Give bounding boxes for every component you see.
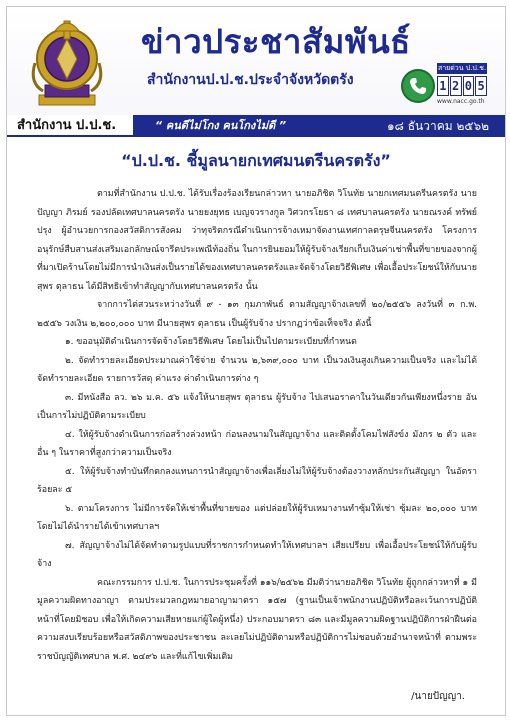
finding-item: ๓. มีหนังสือ ลว. ๒๖ ม.ค. ๕๖ แจ้งให้นายสุพร ตุลาธน ผู้รับจ้าง ไปเสนอราคาในวันเดียวกันเพียงหนึ่งราย อันเป็นการไม่ปฏิบัติตามระเบียบ [37,392,477,421]
hotline-label: สายด่วน ป.ป.ช. [437,64,487,72]
masthead [7,7,505,119]
finding-item: ๔. ให้ผู้รับจ้างดำเนินการก่อสร้างล่วงหน้า ก่อนลงนามในสัญญาจ้าง และติดตั้งโคมไฟสังข์ง มังกร ๒ ตัว และอื่น ๆ ในราคาที่สูงกว่าความเป็นจริง [37,429,477,458]
hotline-digit: 5 [475,76,487,96]
paragraph: ตามที่สำนักงาน ป.ป.ช. ได้รับเรื่องร้องเรียนกล่าวหา นายอภิชิต วิโนทัย นายกเทศมนตรีนครตรัง นายปัญญา ภิรมย์ รองปลัดเทศบาลนครตรัง นายยงยุทธ เบญจวรางกูล วิศวกรโยธา ๘ เทศบาลนครตรัง นายณรงค์ ทรัพย์ปรุง ผู้อำนวยการกองสวัสดิการสังคม ว่าทุจริตกรณีดำเนินการจ้างเหมาจัดงานเทศกาลตรุษจีนนครตรัง โครงการอนุรักษ์สืบสานส่งเสริมเอกลักษณ์จารีตประเพณีท้องถิ่น ในการยินยอมให้ผู้รับจ้างเรียกเก็บเงินค่าเช่าพื้นที่ขายของจากผู้ที่มาเปิดร้านโดยไม่มีการนำเงินส่งเป็นรายได้ของเทศบาลนครตรังและจัดจ้างโดยวิธีพิเศษ เพื่อเอื้อประโยชน์ให้กับนายสุพร ตุลาธน ได้มีสิทธิเข้าทำสัญญากับเทศบาลนครตรัง นั้น [37,189,477,292]
finding-item: ๗. สัญญาจ้างไม่ได้จัดทำตามรูปแบบที่ราชการกำหนดทำให้เทศบาลฯ เสียเปรียบ เพื่อเอื้อประโยชน์ให้กับผู้รับจ้าง [37,540,477,569]
finding-item: ๕. ให้ผู้รับจ้างทำบันทึกตกลงแทนการนำสัญญาจ้างเพื่อเลี่ยงไม่ให้ผู้รับจ้างต้องวางหลักประกันสัญญา ในอัตราร้อยละ ๕ [37,466,477,495]
signature: /นายปัญญา. [411,691,465,702]
slogan-bar [133,115,505,137]
hotline-badge [401,63,487,109]
header-ribbon [7,115,505,137]
article-body [37,185,477,666]
press-release-page [6,6,506,716]
headline: ข่าวประชาสัมพันธ์ [141,22,411,61]
article-title: “ป.ป.ช. ชี้มูลนายกเทศมนตรีนครตรัง” [121,151,391,170]
hotline-url: www.nacc.go.th [437,98,485,105]
hotline-number [437,76,487,96]
hotline-digit: 2 [450,76,462,96]
nacc-seal-icon [21,13,113,111]
hotline-digit: 0 [463,76,475,96]
office-name: สำนักงานป.ป.ช.ประจำจังหวัดตรัง [147,72,354,88]
paragraph: คณะกรรมการ ป.ป.ช. ในการประชุมครั้งที่ ๑๑๖/๒๕๖๒ มีมติว่านายอภิชิต วิโนทัย ผู้ถูกกล่าวหาที่ ๑ มีมูลความผิดทางอาญา ตามประมวลกฎหมายอาญามาตรา ๑๕๗ (ฐานเป็นเจ้าพนักงานปฏิบัติหรือละเว้นการปฏิบัติหน้าที่โดยมิชอบ เพื่อให้เกิดความเสียหายแก่ผู้ใดผู้หนึ่ง) ประกอบมาตรา ๘๓ และมีมูลความผิดฐานปฏิบัติการฝ่าฝืนต่อความสงบเรียบร้อยหรือสวัสดิภาพของประชาชน ละเลยไม่ปฏิบัติตามหรือปฏิบัติการไม่ชอบด้วยอำนาจหน้าที่ ตามพระราชบัญญัติเทศบาล พ.ศ. ๒๔๙๖ และที่แก้ไขเพิ่มเติม [37,577,477,662]
slogan: “ คนดีไม่โกง คนโกงไม่ดี ” [155,119,287,132]
finding-item: ๒. จัดทำรายละเอียดประมาณค่าใช้จ่าย จำนวน ๒,๖๓๙,๐๐๐ บาท เป็นวงเงินสูงเกินความเป็นจริง และไม่ได้จัดทำรายละเอียด รายการวัสดุ ค่าแรง ค่าดำเนินการต่าง ๆ [37,355,477,384]
release-date: ๑๘ ธันวาคม ๒๕๖๒ [387,119,489,133]
phone-icon [401,69,435,103]
finding-item: ๑. ขออนุมัติดำเนินการจัดจ้างโดยวิธีพิเศษ โดยไม่เป็นไปตามระเบียบที่กำหนด [65,337,357,347]
paragraph: จากการไต่สวนระหว่างวันที่ ๙ - ๑๓ กุมภาพันธ์ ตามสัญญาจ้างเลขที่ ๒๐/๒๕๕๖ ลงวันที่ ๓ ก.พ. ๒๕๕๖ วงเงิน ๒,๒๐๐,๐๐๐ บาท มีนายสุพร ตุลาธน เป็นผู้รับจ้าง ปรากฏว่าข้อเท็จจริง ดังนี้ [37,300,477,329]
finding-item: ๖. ตามโครงการ ไม่มีการจัดให้เช่าพื้นที่ขายของ แต่ปล่อยให้ผู้รับเหมางานทำซุ้มให้เช่า ซุ้มละ ๒๐,๐๐๐ บาท โดยไม่ได้นำรายได้เข้าเทศบาลฯ [37,503,477,532]
hotline-digit: 1 [437,76,449,96]
agency-short-name: สำนักงาน ป.ป.ช. [7,115,133,137]
